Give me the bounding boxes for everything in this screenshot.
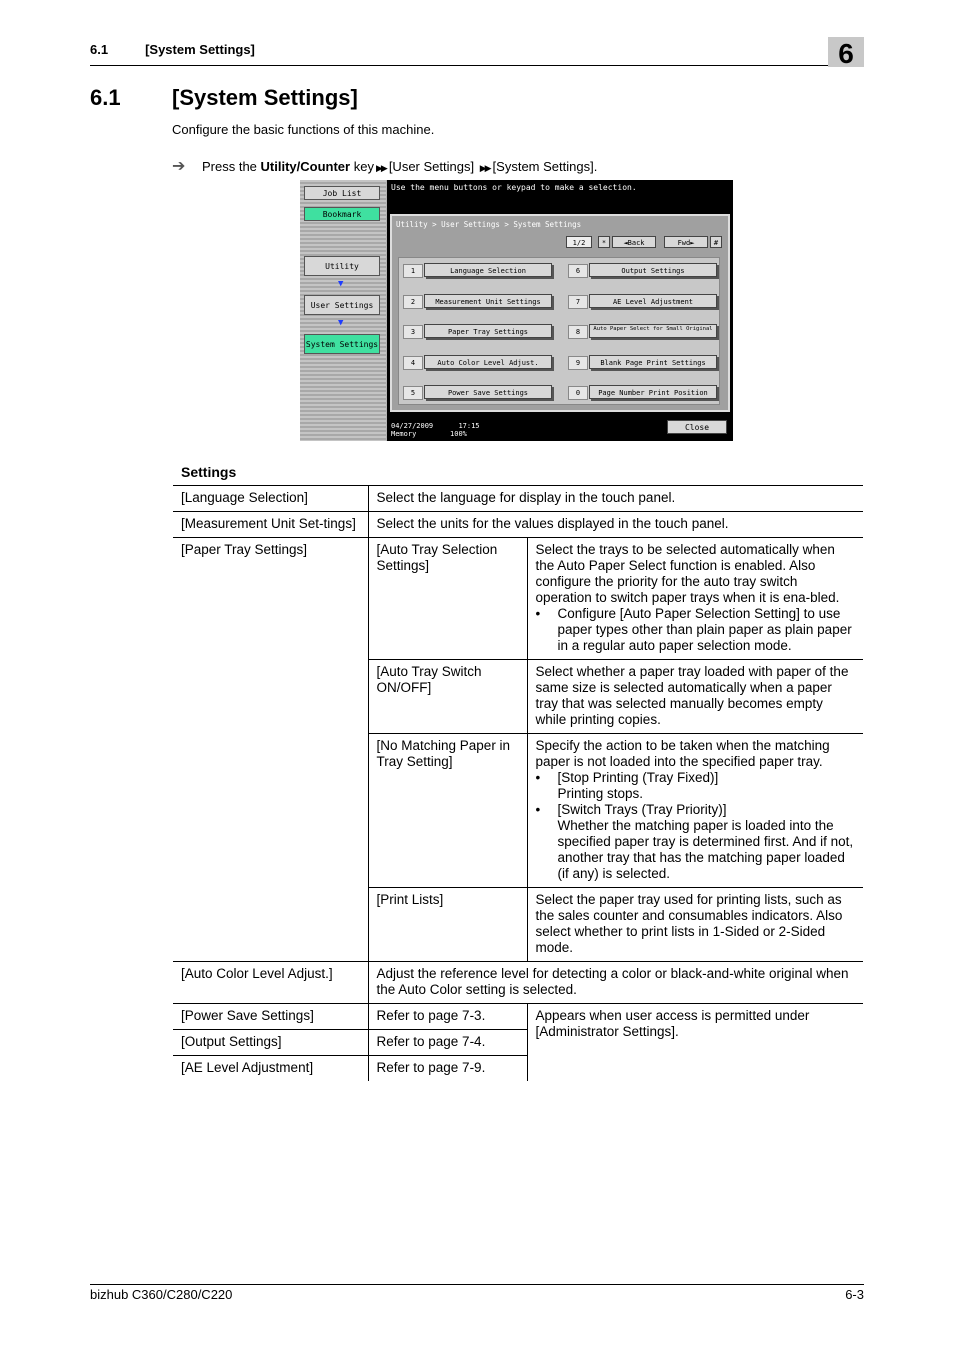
- panel-message: Use the menu buttons or keypad to make a selection.: [391, 183, 637, 192]
- panel-main-area: [387, 180, 733, 441]
- menu-num: 3: [403, 325, 423, 339]
- step-press: Press the: [202, 159, 257, 174]
- bullet-item: • Configure [Auto Paper Selection Setting] to use paper types other than plain paper as plain paper in a regular auto paper selection mode.: [558, 606, 856, 654]
- step-path2: [System Settings].: [492, 159, 598, 174]
- menu-num: 8: [568, 325, 588, 339]
- control-panel-screenshot: [300, 180, 733, 441]
- menu-measurement-unit[interactable]: Measurement Unit Settings: [424, 294, 552, 308]
- panel-breadcrumb: Utility > User Settings > System Settings: [396, 220, 582, 229]
- close-button[interactable]: Close: [667, 420, 727, 434]
- down-arrow-icon: ▼: [338, 318, 344, 328]
- header-section-title: [System Settings]: [145, 42, 255, 57]
- instruction-step: [172, 156, 597, 176]
- bookmark-button[interactable]: Bookmark: [304, 207, 380, 221]
- menu-num: 0: [568, 386, 588, 400]
- footer-page-number: 6-3: [845, 1287, 864, 1302]
- bullet-title: • [Switch Trays (Tray Priority)]: [557, 802, 727, 817]
- user-settings-button[interactable]: User Settings: [304, 295, 380, 315]
- job-list-button[interactable]: Job List: [304, 186, 380, 200]
- panel-memory-label: Memory: [391, 430, 417, 438]
- sub-setting-name: [No Matching Paper in Tray Setting]: [368, 734, 527, 888]
- system-settings-button[interactable]: System Settings: [304, 334, 380, 354]
- menu-auto-color[interactable]: Auto Color Level Adjust.: [424, 355, 552, 369]
- setting-name: [Auto Color Level Adjust.]: [181, 966, 333, 981]
- step-key-name: Utility/Counter: [260, 159, 351, 174]
- setting-desc: Adjust the reference level for detecting a color or black-and-white original when the Auto Color setting is selected.: [368, 962, 863, 1004]
- back-button[interactable]: ◄Back: [612, 236, 656, 248]
- header-rule: [90, 65, 864, 66]
- desc-text: Specify the action to be taken when the matching paper is not loaded into the specified paper tray.: [535, 738, 830, 769]
- page-indicator: 1/2: [566, 236, 592, 248]
- settings-table: [173, 485, 863, 1081]
- running-header: [90, 42, 255, 57]
- setting-name: [Paper Tray Settings]: [181, 542, 308, 557]
- panel-menu-window: [390, 214, 730, 412]
- setting-desc: [527, 734, 863, 888]
- sub-setting-name: [Print Lists]: [368, 888, 527, 962]
- intro-text: Configure the basic functions of this machine.: [172, 122, 435, 137]
- bullet-desc: Printing stops.: [557, 786, 644, 801]
- panel-status: [391, 422, 480, 438]
- sub-setting-name: [Auto Tray Selection Settings]: [368, 538, 527, 660]
- table-row: [173, 962, 863, 1004]
- menu-auto-paper-select[interactable]: Auto Paper Select for Small Original: [589, 324, 717, 338]
- panel-date: 04/27/2009: [391, 422, 434, 430]
- panel-memory: 100%: [450, 430, 467, 438]
- menu-ae-level[interactable]: AE Level Adjustment: [589, 294, 717, 308]
- page-title-number: 6.1: [90, 85, 121, 110]
- utility-button[interactable]: Utility: [304, 256, 380, 276]
- menu-page-number[interactable]: Page Number Print Position: [589, 385, 717, 399]
- setting-name: [Measurement Unit Set-tings]: [181, 516, 356, 531]
- desc-text: Select the trays to be selected automatically when the Auto Paper Select function is enabled. Also configure the priority for the auto tray switch operation to switch paper trays when it is ena-bled.: [535, 542, 840, 605]
- forward-button[interactable]: Fwd►: [664, 236, 708, 248]
- menu-power-save[interactable]: Power Save Settings: [424, 385, 552, 399]
- header-section-number: 6.1: [90, 42, 109, 57]
- setting-desc: [527, 538, 863, 660]
- menu-paper-tray[interactable]: Paper Tray Settings: [424, 324, 552, 338]
- setting-desc: Appears when user access is permitted under [Administrator Settings].: [527, 1004, 863, 1082]
- page-title: [90, 85, 358, 111]
- bullet-title: • [Stop Printing (Tray Fixed)]: [557, 770, 719, 785]
- setting-name: [Output Settings]: [181, 1034, 282, 1049]
- menu-num: 5: [403, 386, 423, 400]
- table-row: [173, 512, 863, 538]
- bullet-item: [558, 770, 856, 802]
- down-arrow-icon: ▼: [338, 279, 344, 289]
- menu-num: 6: [568, 264, 588, 278]
- menu-num: 1: [403, 264, 423, 278]
- table-row: [173, 486, 863, 512]
- setting-name: [Language Selection]: [181, 490, 308, 505]
- menu-blank-page[interactable]: Blank Page Print Settings: [589, 355, 717, 369]
- page-title-text: [System Settings]: [172, 85, 358, 110]
- settings-title: Settings: [181, 464, 237, 480]
- setting-ref: Refer to page 7-9.: [368, 1056, 527, 1082]
- bullet-desc: Whether the matching paper is loaded into the specified paper tray is determined first. And if not, another tray that has the matching paper loaded (if any) is selected.: [557, 818, 854, 881]
- menu-output-settings[interactable]: Output Settings: [589, 263, 717, 277]
- step-arrow-icon: ➔: [172, 158, 186, 175]
- menu-language-selection[interactable]: Language Selection: [424, 263, 552, 277]
- setting-desc: Select the paper tray used for printing lists, such as the sales counter and consumables indicators. Also select whether to print lists in 1-Sided or 2-Sided mode.: [527, 888, 863, 962]
- panel-time: 17:15: [458, 422, 480, 430]
- table-row: [173, 1004, 863, 1030]
- double-arrow-icon: ▶▶: [479, 163, 490, 173]
- menu-num: 4: [403, 356, 423, 370]
- table-row: [173, 538, 863, 660]
- menu-num: 7: [568, 295, 588, 309]
- forward-label: Fwd: [677, 239, 691, 247]
- setting-ref: Refer to page 7-3.: [368, 1004, 527, 1030]
- sub-setting-name: [Auto Tray Switch ON/OFF]: [368, 660, 527, 734]
- star-key[interactable]: *: [598, 236, 610, 248]
- setting-desc: Select the language for display in the touch panel.: [368, 486, 863, 512]
- menu-num: 9: [568, 356, 588, 370]
- chapter-badge: 6: [828, 37, 864, 67]
- menu-num: 2: [403, 295, 423, 309]
- footer-model: bizhub C360/C280/C220: [90, 1287, 233, 1302]
- hash-key[interactable]: #: [710, 236, 722, 248]
- setting-ref: Refer to page 7-4.: [368, 1030, 527, 1056]
- setting-desc: Select whether a paper tray loaded with paper of the same size is selected automatically when a paper tray that was selected manually becomes empty while printing copies.: [527, 660, 863, 734]
- menu-grid: [398, 257, 720, 405]
- step-path1: [User Settings]: [388, 159, 475, 174]
- step-key: key: [353, 159, 374, 174]
- setting-desc: Select the units for the values displayed in the touch panel.: [368, 512, 863, 538]
- double-arrow-icon: ▶▶: [375, 163, 386, 173]
- footer-rule: [90, 1284, 864, 1285]
- setting-name: [Power Save Settings]: [181, 1008, 314, 1023]
- bullet-item: [558, 802, 856, 882]
- setting-name: [AE Level Adjustment]: [181, 1060, 314, 1075]
